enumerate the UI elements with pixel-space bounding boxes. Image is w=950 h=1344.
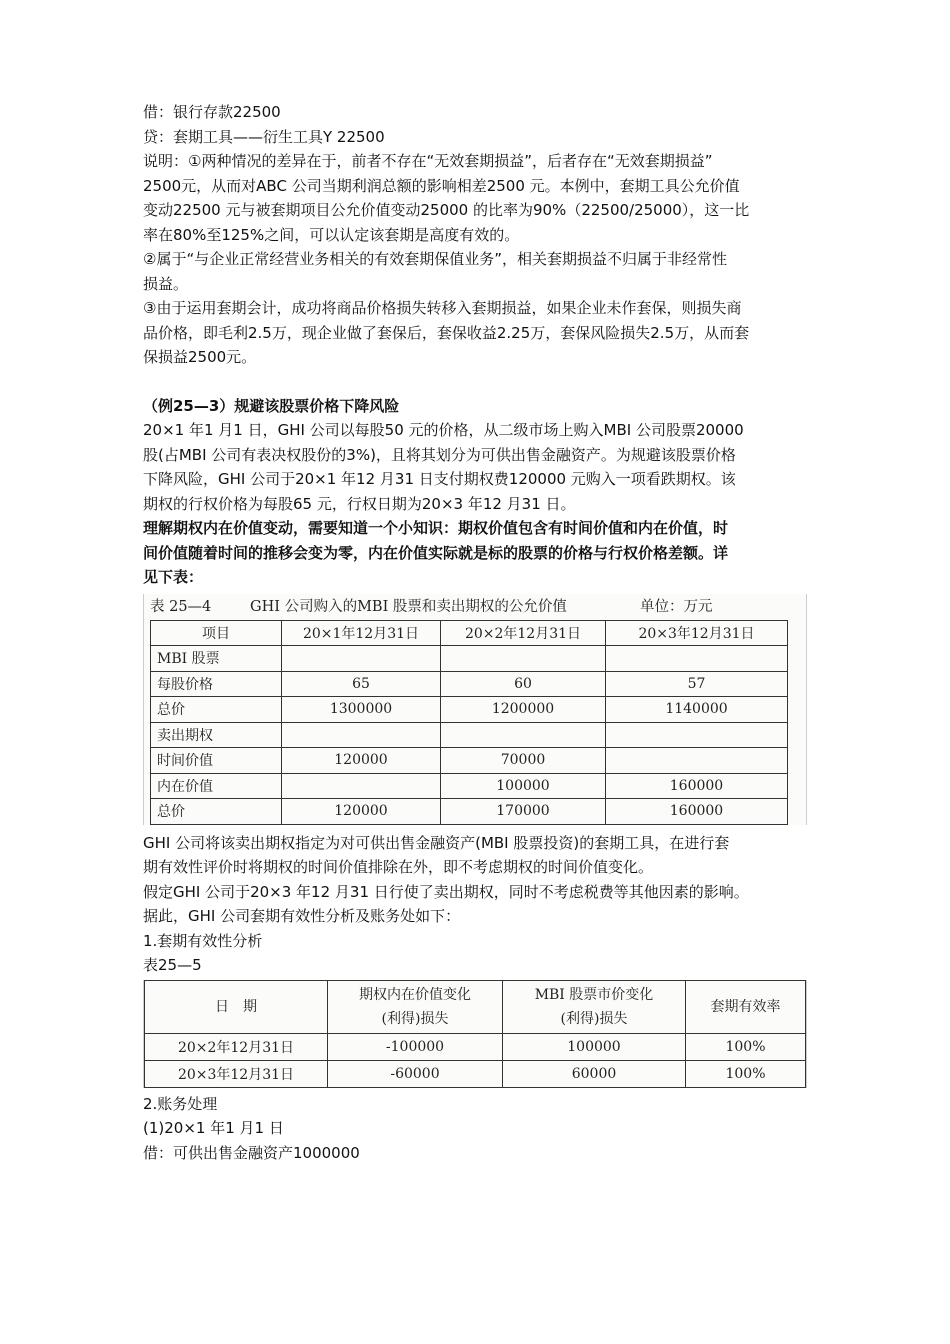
- row-label: 时间价值: [151, 748, 282, 774]
- text-line: 理解期权内在价值变动，需要知道一个小知识：期权价值包含有时间价值和内在价值，时: [143, 519, 729, 537]
- table-number: 表 25—4: [150, 598, 212, 615]
- text-line: 品价格，即毛利2.5万，现企业做了套保后，套保收益2.25万，套保风险损失2.5万，从而套: [143, 323, 750, 342]
- text-line: ②属于“与企业正常经营业务相关的有效套期保值业务”，相关套期损益不归属于非经常性: [143, 250, 727, 268]
- text-line: 假定GHI 公司于20×3 年12 月31 日行使了卖出期权，同时不考虑税费等其他因素的影响。: [143, 882, 749, 901]
- table-header-row: [151, 620, 788, 646]
- table-cell: 57: [606, 671, 788, 697]
- text-line: 据此，GHI 公司套期有效性分析及账务处如下：: [143, 907, 461, 925]
- middle-paragraph: [143, 831, 813, 978]
- table-title: GHI 公司购入的MBI 股票和卖出期权的公允价值: [250, 598, 567, 615]
- header-cell: 20×3年12月31日: [606, 620, 788, 646]
- table-cell: 1140000: [606, 697, 788, 723]
- row-label: MBI 股票: [151, 646, 282, 672]
- header-cell: 20×1年12月31日: [282, 620, 441, 646]
- table-row: [151, 799, 788, 825]
- table-cell: 1200000: [441, 697, 606, 723]
- text-line: 变动22500 元与被套期项目公允价值变动25000 的比率为90%（22500/25000），这一比: [143, 201, 750, 219]
- text-line: 借：银行存款22500: [143, 103, 281, 121]
- table-row: [151, 646, 788, 672]
- table-cell: 60000: [503, 1060, 686, 1087]
- example-title: （例25—3）规避该股票价格下降风险: [143, 396, 400, 415]
- text-line: ③由于运用套期会计，成功将商品价格损失转移入套期损益，如果企业未作套保，则损失商: [143, 299, 742, 317]
- table-cell: 70000: [441, 748, 606, 774]
- table-cell: [441, 722, 606, 748]
- spacer: [143, 370, 813, 394]
- table-cell: -100000: [328, 1033, 503, 1060]
- text-line: 间价值随着时间的推移会变为零，内在价值实际就是标的股票的价格与行权价格差额。详: [143, 543, 729, 562]
- table-25-5-image: [143, 980, 807, 1088]
- text-line: 期有效性评价时将期权的时间价值排除在外，即不考虑期权的时间价值变化。: [143, 858, 654, 876]
- row-label: 内在价值: [151, 773, 282, 799]
- table-cell: 1300000: [282, 697, 441, 723]
- text-line: 率在80%至125%之间，可以认定该套期是高度有效的。: [143, 225, 520, 244]
- table-unit: 单位：万元: [640, 598, 713, 615]
- document-page: [143, 100, 813, 1165]
- bold-note: [143, 516, 813, 590]
- text-line: (1)20×1 年1 月1 日: [143, 1119, 284, 1137]
- table-cell: -60000: [328, 1060, 503, 1087]
- header-cell: 套期有效率: [686, 980, 806, 1033]
- text-line: 见下表：: [143, 568, 204, 586]
- table-cell: [606, 646, 788, 672]
- table-cell: [282, 722, 441, 748]
- table-row: [151, 748, 788, 774]
- table-cell: [606, 722, 788, 748]
- text-line: 2.账务处理: [143, 1094, 218, 1113]
- header-cell: 20×2年12月31日: [441, 620, 606, 646]
- table-row: [145, 1033, 806, 1060]
- row-label: 总价: [151, 799, 282, 825]
- text-line: 2500元，从而对ABC 公司当期利润总额的影响相差2500 元。本例中，套期工具公允价值: [143, 176, 740, 195]
- header-line: MBI 股票市价变化: [534, 986, 654, 1003]
- row-label: 卖出期权: [151, 722, 282, 748]
- text-line: 1.套期有效性分析: [143, 931, 263, 950]
- table-row: [151, 697, 788, 723]
- text-line: 借：可供出售金融资产1000000: [143, 1143, 360, 1162]
- text-line: 保损益2500元。: [143, 348, 257, 366]
- table-cell: [282, 773, 441, 799]
- table-caption: [144, 594, 806, 620]
- fair-value-table: [150, 620, 788, 825]
- text-line: 股(占MBI 公司有表决权股份的3%)，且将其划分为可供出售金融资产。为规避该股票价格: [143, 445, 736, 464]
- text-line: 损益。: [143, 274, 189, 293]
- table-cell: 160000: [606, 799, 788, 825]
- table-cell: 120000: [282, 748, 441, 774]
- text-line: 20×1 年1 月1 日，GHI 公司以每股50 元的价格，从二级市场上购入MBI 公司股票20000: [143, 421, 744, 439]
- table-cell: 65: [282, 671, 441, 697]
- hedge-effectiveness-table: [144, 980, 806, 1088]
- header-line: (利得)损失: [560, 1010, 628, 1027]
- table-row: [145, 1060, 806, 1087]
- table-row: [151, 773, 788, 799]
- text-line: 说明：①两种情况的差异在于，前者不存在“无效套期损益”，后者存在“无效套期损益”: [143, 152, 713, 170]
- table-cell: 100000: [441, 773, 606, 799]
- row-label: 总价: [151, 697, 282, 723]
- table-cell: 20×2年12月31日: [145, 1033, 328, 1060]
- table-cell: [606, 748, 788, 774]
- text-line: 表25—5: [143, 956, 202, 974]
- text-line: GHI 公司将该卖出期权指定为对可供出售金融资产(MBI 股票投资)的套期工具，在进行套: [143, 833, 730, 852]
- table-cell: 20×3年12月31日: [145, 1060, 328, 1087]
- table-cell: 100%: [686, 1033, 806, 1060]
- text-line: 下降风险，GHI 公司于20×1 年12 月31 日支付期权费120000 元购入一项看跌期权。该: [143, 470, 736, 488]
- table-25-4-image: [143, 594, 807, 825]
- text-line: 期权的行权价格为每股65 元，行权日期为20×3 年12 月31 日。: [143, 494, 576, 513]
- table-cell: 170000: [441, 799, 606, 825]
- header-cell: 项目: [151, 620, 282, 646]
- header-line: (利得)损失: [381, 1010, 449, 1027]
- header-cell: [503, 980, 686, 1033]
- table-cell: [282, 646, 441, 672]
- example-paragraph: [143, 418, 813, 516]
- table-row: [151, 722, 788, 748]
- header-cell: [328, 980, 503, 1033]
- row-label: 每股价格: [151, 671, 282, 697]
- table-cell: [441, 646, 606, 672]
- table-header-row: [145, 980, 806, 1033]
- table-cell: 160000: [606, 773, 788, 799]
- table-cell: 100000: [503, 1033, 686, 1060]
- bottom-paragraph: [143, 1092, 813, 1166]
- header-cell: 日 期: [145, 980, 328, 1033]
- table-cell: 120000: [282, 799, 441, 825]
- table-cell: 100%: [686, 1060, 806, 1087]
- header-line: 期权内在价值变化: [359, 986, 471, 1003]
- table-row: [151, 671, 788, 697]
- text-line: 贷：套期工具——衍生工具Y 22500: [143, 127, 385, 146]
- top-paragraph: [143, 100, 813, 370]
- table-cell: 60: [441, 671, 606, 697]
